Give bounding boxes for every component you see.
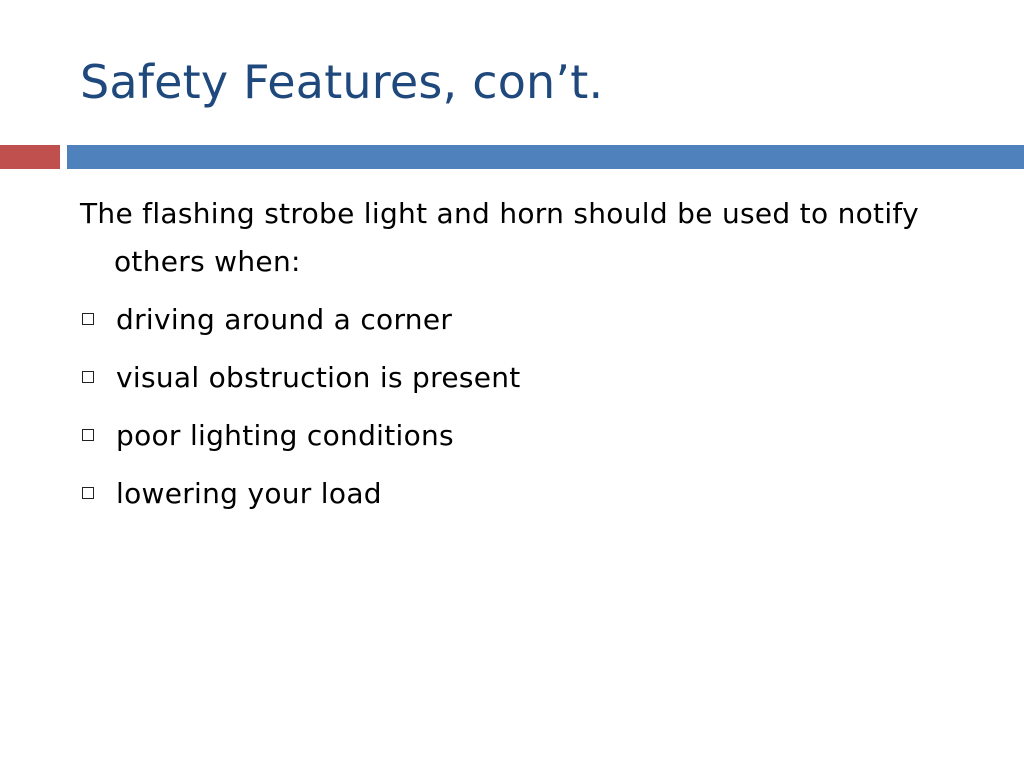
hollow-square-icon [82,429,94,441]
slide-body [80,190,980,528]
accent-bar-blue [67,145,1024,169]
slide-title: Safety Features, con’t. [80,55,604,109]
bullet-text: visual obstruction is present [116,361,521,394]
list-item [80,412,980,460]
list-item [80,470,980,518]
list-item [80,296,980,344]
hollow-square-icon [82,313,94,325]
hollow-square-icon [82,487,94,499]
bullet-list [80,296,980,518]
bullet-text: poor lighting conditions [116,419,454,452]
list-item [80,354,980,402]
intro-paragraph: The flashing strobe light and horn should be used to notify others when: [80,197,919,278]
bullet-text: lowering your load [116,477,382,510]
bullet-text: driving around a corner [116,303,453,336]
hollow-square-icon [82,371,94,383]
accent-bar-red [0,145,60,169]
